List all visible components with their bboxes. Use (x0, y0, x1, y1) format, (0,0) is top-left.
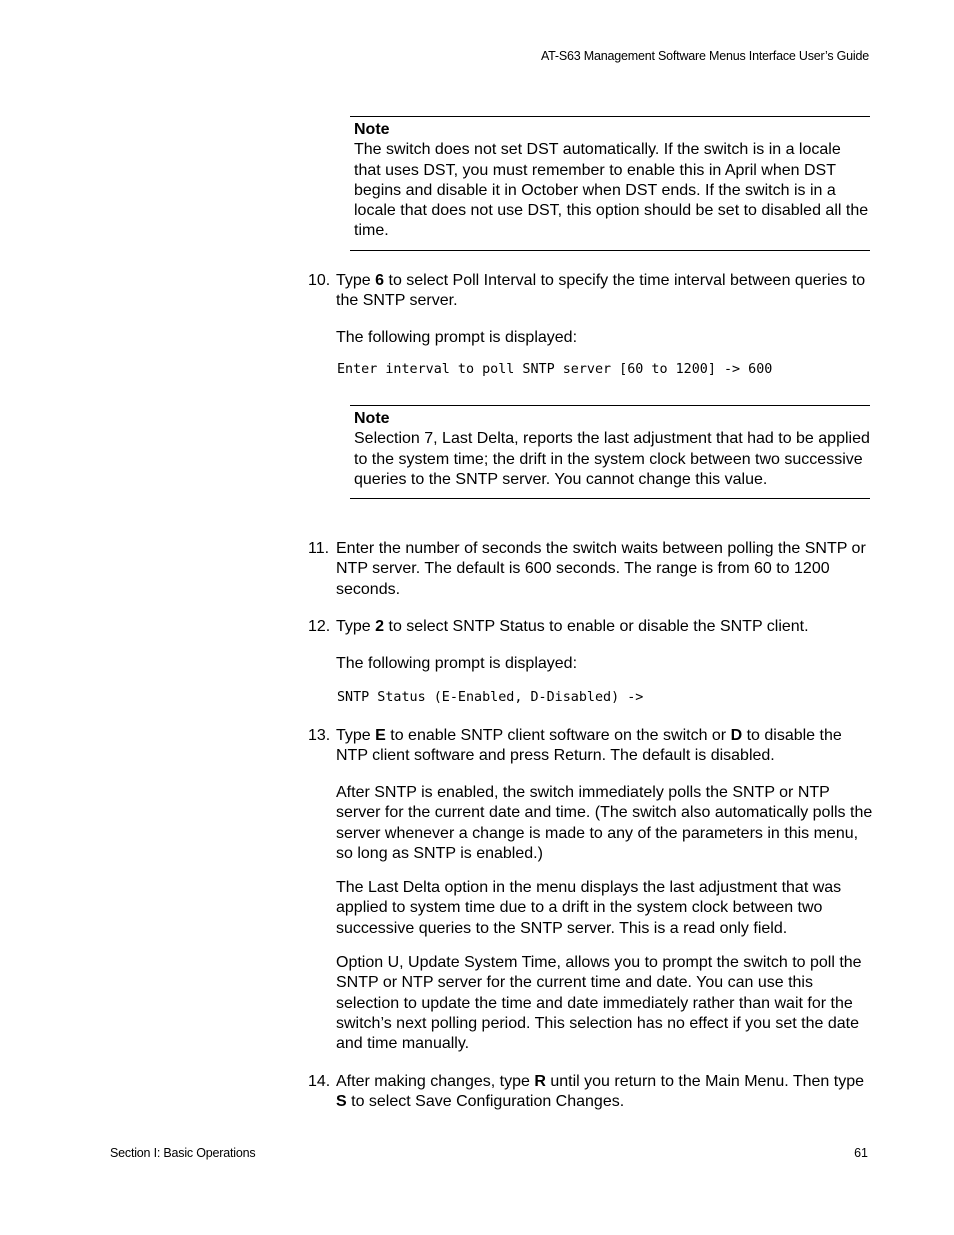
step-text: After making changes, type (336, 1073, 535, 1090)
key-2: 2 (375, 618, 385, 635)
key-s: S (336, 1093, 347, 1111)
step-number: 12. (308, 618, 331, 635)
note-box-dst (350, 116, 870, 251)
running-header: AT-S63 Management Software Menus Interface User’s Guide (540, 49, 869, 63)
note-title: Note (354, 410, 390, 427)
step-13 (308, 726, 873, 767)
step-text: Type (336, 272, 376, 289)
key-e: E (375, 727, 386, 744)
step-text: to select SNTP Status to enable or disable the SNTP client. (384, 618, 809, 635)
step-text: to select Poll Interval to specify the time interval between queries to the SNTP server. (336, 272, 866, 310)
step-14 (308, 1072, 873, 1113)
key-d: D (730, 727, 743, 744)
step-text: until you return to the Main Menu. Then type (545, 1073, 864, 1090)
note-title: Note (354, 121, 390, 138)
step-text: Type (336, 618, 376, 635)
prompt-intro: The following prompt is displayed: (336, 655, 578, 672)
step-11 (308, 539, 873, 600)
note-text: Selection 7, Last Delta, reports the last adjustment that had to be applied to the system time; the drift in the system clock between two successive queries to the SNTP server. You cannot change this value. (354, 430, 870, 488)
prompt-intro: The following prompt is displayed: (336, 329, 578, 346)
step-12 (308, 617, 873, 637)
paragraph-last-delta: The Last Delta option in the menu displays the last adjustment that was applied to system time due to a drift in the system clock between two successive queries to the SNTP server. This is a read only field. (336, 879, 842, 937)
footer-section: Section I: Basic Operations (110, 1146, 256, 1160)
step-text: Enter the number of seconds the switch waits between polling the SNTP or NTP server. The default is 600 seconds. The range is from 60 to 1200 seconds. (336, 540, 866, 598)
step-text: to enable SNTP client software on the switch or (385, 727, 731, 744)
step-text: to select Save Configuration Changes. (346, 1093, 625, 1111)
step-number: 13. (308, 727, 331, 744)
key-6: 6 (375, 272, 385, 289)
step-text: to disable the NTP client software and press Return. The default is disabled. (336, 727, 842, 765)
step-number: 14. (308, 1073, 331, 1090)
step-10 (308, 271, 873, 312)
step-number: 11. (308, 540, 330, 557)
key-r: R (534, 1073, 546, 1090)
step-text: Type (336, 727, 376, 744)
step-number: 10. (308, 272, 331, 289)
note-text: The switch does not set DST automatically. If the switch is in a locale that uses DST, you must remember to enable this in April when DST begins and disable it in October when DST ends. If the switch is in a locale that does not use DST, this option should be set to disabled all the time. (354, 141, 869, 240)
page-number: 61 (854, 1146, 868, 1160)
paragraph-update-time: Option U, Update System Time, allows you to prompt the switch to poll the SNTP or NTP server for the current time and date. You can use this selection to update the time and date immediately rather than wait for the switch’s next polling period. This selection has no effect if you set the date and time manually. (336, 954, 862, 1053)
code-poll-interval: Enter interval to poll SNTP server [60 to 1200] -> 600 (337, 362, 773, 377)
note-box-last-delta (350, 405, 870, 499)
paragraph-sntp-enabled: After SNTP is enabled, the switch immediately polls the SNTP or NTP server for the current date and time. (The switch also automatically polls the server whenever a change is made to any of the parameters in this menu, so long as SNTP is enabled.) (336, 784, 873, 862)
code-sntp-status: SNTP Status (E-Enabled, D-Disabled) -> (337, 690, 644, 705)
